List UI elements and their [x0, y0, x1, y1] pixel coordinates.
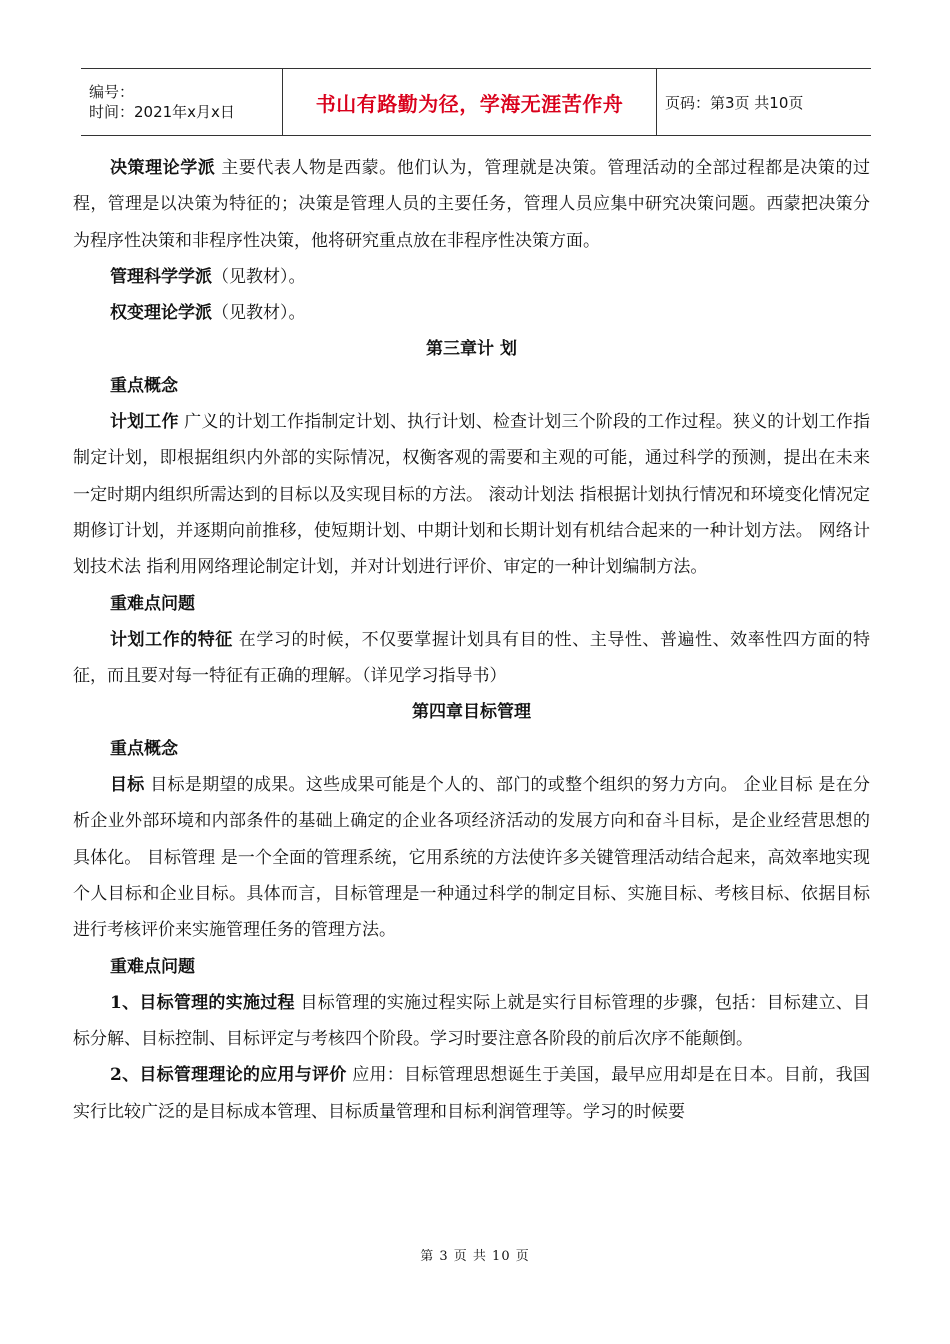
paragraph-planning-features — [73, 622, 870, 695]
term-objective: 目标 — [110, 775, 145, 796]
term-mbo-application: 2、目标管理理论的应用与评价 — [110, 1065, 347, 1086]
chapter-3-title: 第三章计 划 — [426, 339, 517, 360]
text-decision-school: 主要代表人物是西蒙。他们认为，管理就是决策。管理活动的全部过程都是决策的过程，管理是以决策为特征的；决策是管理人员的主要任务，管理人员应集中研究决策问题。西蒙把决策分为程序性决策和非程序性决策，他将研究重点放在非程序性决策方面。 — [73, 158, 871, 251]
text-mbo-application: 应用：目标管理思想诞生于美国，最早应用却是在日本。目前，我国实行比较广泛的是目标成本管理、目标质量管理和目标利润管理等。学习的时候要 — [73, 1065, 871, 1122]
paragraph-planning — [73, 404, 870, 585]
text-management-science: （见教材）。 — [212, 266, 306, 287]
header-number: 编号： — [89, 83, 135, 101]
page-footer: 第 3 页 共 10 页 — [420, 1249, 530, 1264]
paragraph-mbo-application — [73, 1057, 870, 1130]
header-time: 时间：2021年x月x日 — [89, 103, 235, 121]
paragraph-objectives — [73, 767, 870, 948]
text-objectives: 目标是期望的成果。这些成果可能是个人的、部门的或整个组织的努力方向。 企业目标 是在分析企业外部环境和内部条件的基础上确定的企业各项经济活动的发展方向和奋斗目标，是企业经营思想的具体化。 目标管理 是一个全面的管理系统，它用系统的方法使许多关键管理活动结合起来，高效率地实现个人目标和企业目标。具体而言，目标管理是一种通过科学的制定目标、实施目标、考核目标、依据目标进行考核评价来实施管理任务的管理方法。 — [73, 775, 871, 941]
term-contingency: 权变理论学派 — [110, 303, 212, 324]
paragraph-mbo-process — [73, 985, 870, 1058]
document-body — [73, 150, 870, 1130]
ch3-key-concepts-heading: 重点概念 — [110, 375, 178, 396]
ch4-key-concepts-heading: 重点概念 — [110, 738, 178, 759]
term-planning-features: 计划工作的特征 — [110, 629, 233, 650]
paragraph-contingency — [73, 295, 870, 331]
header-page-info: 页码：第3页 共10页 — [665, 93, 804, 112]
header-motto: 书山有路勤为径，学海无涯苦作舟 — [315, 91, 624, 116]
text-planning-features: 在学习的时候，不仅要掌握计划具有目的性、主导性、普遍性、效率性四方面的特征，而且要对每一特征有正确的理解。（详见学习指导书） — [73, 629, 870, 687]
term-decision-school: 决策理论学派 — [110, 158, 216, 178]
header-meta — [81, 69, 282, 135]
ch3-difficult-heading: 重难点问题 — [110, 593, 195, 614]
header-motto-cell — [282, 69, 657, 135]
paragraph-decision-school — [73, 150, 870, 259]
chapter-4-title: 第四章目标管理 — [412, 702, 531, 723]
term-management-science: 管理科学学派 — [110, 266, 212, 287]
term-mbo-process: 1、目标管理的实施过程 — [110, 992, 295, 1013]
text-mbo-process: 目标管理的实施过程实际上就是实行目标管理的步骤，包括：目标建立、目标分解、目标控制、目标评定与考核四个阶段。学习时要注意各阶段的前后次序不能颠倒。 — [73, 992, 870, 1050]
ch4-difficult-heading: 重难点问题 — [110, 956, 195, 977]
page-header — [81, 68, 871, 136]
text-planning: 广义的计划工作指制定计划、执行计划、检查计划三个阶段的工作过程。狭义的计划工作指制定计划，即根据组织内外部的实际情况，权衡客观的需要和主观的可能，通过科学的预测，提出在未来一定时期内组织所需达到的目标以及实现目标的方法。 滚动计划法 指根据计划执行情况和环境变化情况定期修订计划，并逐期向前推移，使短期计划、中期计划和长期计划有机结合起来的一种计划方法。 网络计划技术法 指利用网络理论制定计划，并对计划进行评价、审定的一种计划编制方法。 — [73, 412, 871, 578]
text-contingency: （见教材）。 — [212, 303, 306, 324]
paragraph-management-science — [73, 259, 870, 295]
term-planning: 计划工作 — [110, 412, 179, 433]
